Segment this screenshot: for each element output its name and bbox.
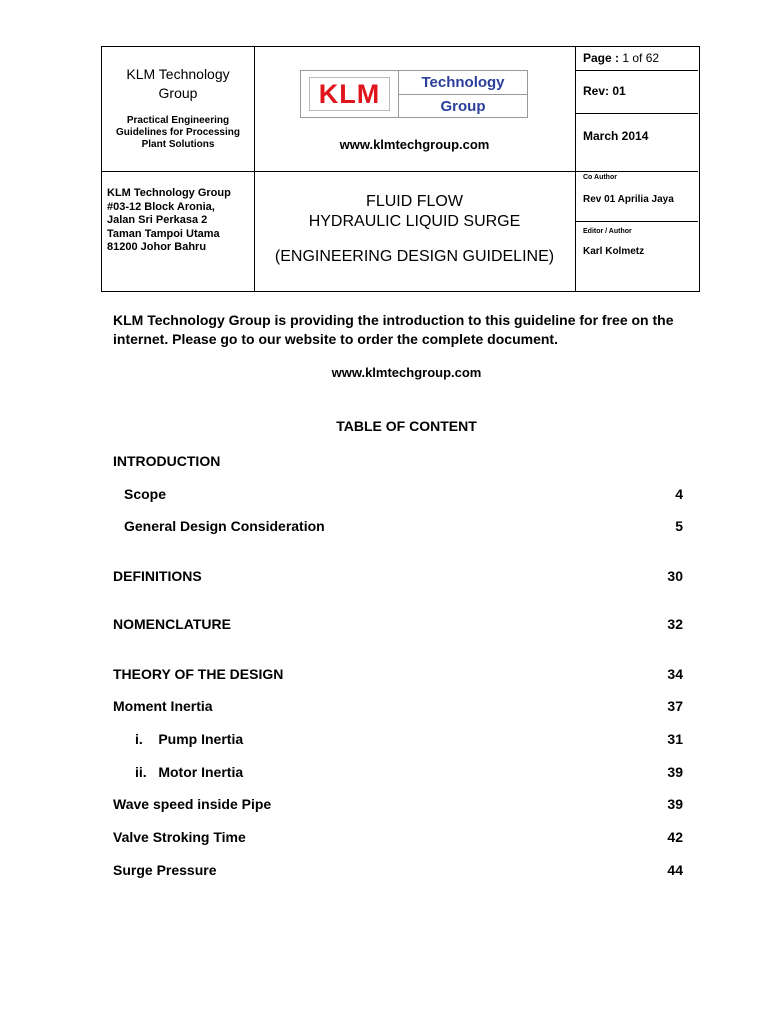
title-line-2: HYDRAULIC LIQUID SURGE [308, 213, 521, 230]
toc-heading: TABLE OF CONTENT [336, 418, 477, 434]
toc-item[interactable] [113, 518, 683, 534]
page-number [583, 51, 659, 65]
toc-item[interactable] [113, 453, 683, 469]
page-value: 1 of 62 [622, 51, 660, 65]
toc-item-page: 32 [667, 616, 683, 632]
toc-item[interactable] [113, 616, 683, 632]
intro-website-link[interactable]: www.klmtechgroup.com [331, 365, 482, 380]
divider [575, 70, 698, 71]
header-website[interactable]: www.klmtechgroup.com [339, 137, 490, 152]
logo-klm-box [301, 71, 399, 117]
page-label: Page : [583, 51, 620, 65]
address-line: 81200 Johor Bahru [107, 241, 207, 253]
toc-item-page: 44 [667, 862, 683, 878]
toc-item[interactable] [113, 862, 683, 878]
toc-item-title: ii. Motor Inertia [135, 764, 244, 780]
co-author-name: Rev 01 Aprilia Jaya [583, 194, 674, 205]
toc-item-title: General Design Consideration [124, 518, 325, 534]
divider [575, 47, 576, 291]
issue-date: March 2014 [583, 129, 649, 143]
toc-item[interactable] [113, 568, 683, 584]
company-name: KLM Technology Group [126, 66, 230, 101]
toc-item-page: 4 [675, 486, 683, 502]
document-title [254, 192, 575, 267]
logo-klm-text: KLM [309, 77, 390, 111]
divider [102, 171, 698, 172]
company-block [106, 65, 250, 151]
klm-logo [300, 70, 528, 118]
co-author-label: Co Author [583, 174, 617, 181]
toc-item-title: THEORY OF THE DESIGN [113, 666, 284, 682]
toc-item-title: Valve Stroking Time [113, 829, 246, 845]
toc-item-title: NOMENCLATURE [113, 616, 231, 632]
toc-item[interactable] [113, 796, 683, 812]
toc-item[interactable] [113, 698, 683, 714]
address-line: KLM Technology Group [107, 187, 231, 199]
toc-item-title: i. Pump Inertia [135, 731, 244, 747]
editor-name: Karl Kolmetz [583, 246, 645, 257]
toc-item-page: 37 [667, 698, 683, 714]
title-line-1: FLUID FLOW [366, 193, 463, 210]
toc-item-page: 5 [675, 518, 683, 534]
toc-item[interactable] [113, 829, 683, 845]
toc-item-page: 39 [667, 764, 683, 780]
address-line: Jalan Sri Perkasa 2 [107, 214, 208, 226]
editor-label: Editor / Author [583, 228, 632, 235]
document-header-table [101, 46, 700, 292]
toc-item[interactable] [113, 666, 683, 682]
toc-item-title: Surge Pressure [113, 862, 217, 878]
toc-item-page: 30 [667, 568, 683, 584]
address-line: Taman Tampoi Utama [107, 227, 220, 240]
logo-group-text: Group [440, 98, 486, 115]
divider [575, 221, 698, 222]
toc-item[interactable] [113, 764, 683, 780]
toc-item-page: 31 [667, 731, 683, 747]
toc-item-page: 42 [667, 829, 683, 845]
toc-item-page: 39 [667, 796, 683, 812]
toc-item-title: Moment Inertia [113, 698, 213, 714]
logo-technology-text: Technology [399, 71, 527, 95]
toc-item-title: Wave speed inside Pipe [113, 796, 272, 812]
intro-paragraph: KLM Technology Group is providing the introduction to this guideline for free on the internet. Please go to our website to order the complete document. [113, 312, 674, 347]
company-tagline: Practical Engineering Guidelines for Processing Plant Solutions [116, 115, 240, 150]
revision: Rev: 01 [583, 84, 626, 98]
divider [575, 113, 698, 114]
toc-item-title: Scope [124, 486, 167, 502]
toc-item-title: INTRODUCTION [113, 453, 221, 469]
toc-item-page: 34 [667, 666, 683, 682]
toc-item[interactable] [113, 486, 683, 502]
company-address [107, 187, 231, 255]
title-line-3: (ENGINEERING DESIGN GUIDELINE) [274, 248, 555, 265]
toc-item-title: DEFINITIONS [113, 568, 202, 584]
address-line: #03-12 Block Aronia, [107, 200, 215, 213]
toc-item[interactable] [113, 731, 683, 747]
